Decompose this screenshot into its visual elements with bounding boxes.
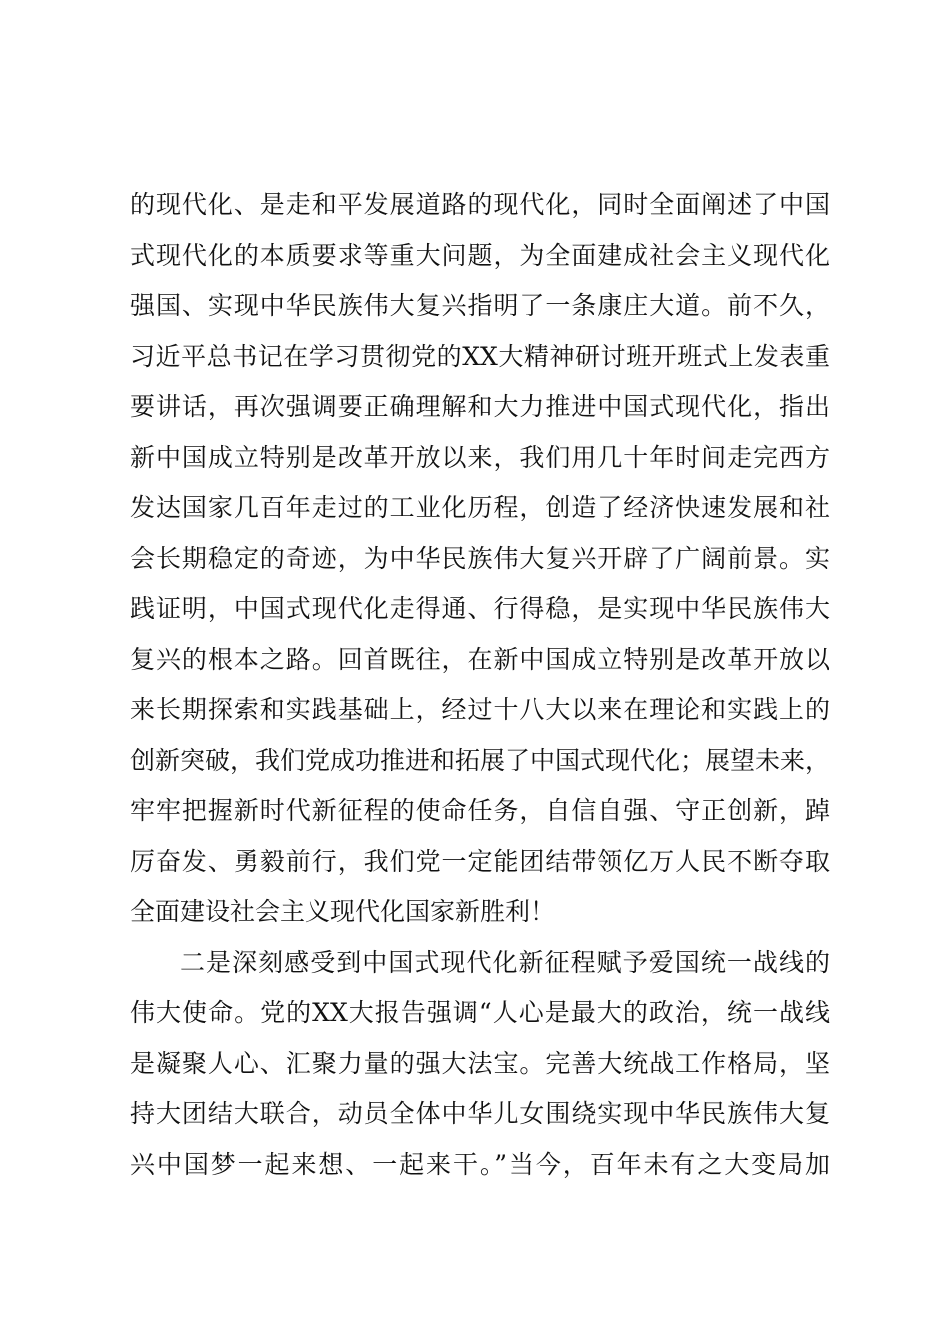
paragraph-end-line: 全面建设社会主义现代化国家新胜利！ [130,897,556,926]
text-line: 强国、实现中华民族伟大复兴指明了一条康庄大道。前不久， [130,291,830,320]
text-line: 来长期探索和实践基础上，经过十八大以来在理论和实践上的 [130,695,830,724]
text-line: 牢牢把握新时代新征程的使命任务，自信自强、守正创新，踔 [130,796,830,825]
text-line: 是凝聚人心、汇聚力量的强大法宝。完善大统战工作格局，坚 [130,1048,830,1078]
text-line: 发达国家几百年走过的工业化历程，创造了经济快速发展和社 [130,493,830,522]
text-line: 伟大使命。党的XX大报告强调“人心是最大的政治，统一战线 [130,998,830,1027]
text-line: 要讲话，再次强调要正确理解和大力推进中国式现代化，指出 [130,392,830,421]
body-text [130,180,830,1190]
text-line: 的现代化、是走和平发展道路的现代化，同时全面阐述了中国 [130,190,830,219]
text-line: 式现代化的本质要求等重大问题，为全面建成社会主义现代化 [130,240,830,270]
text-line: 创新突破，我们党成功推进和拓展了中国式现代化；展望未来， [130,745,831,775]
text-line: 新中国成立特别是改革开放以来，我们用几十年时间走完西方 [130,442,830,472]
text-line: 践证明，中国式现代化走得通、行得稳，是实现中华民族伟大 [130,594,830,623]
text-line: 习近平总书记在学习贯彻党的XX大精神研讨班开班式上发表重 [130,341,830,371]
text-line: 厉奋发、勇毅前行，我们党一定能团结带领亿万人民不断夺取 [130,846,830,876]
text-line: 兴中国梦一起来想、一起来干。”当今，百年未有之大变局加 [130,1149,830,1179]
paragraph-start-line: 二是深刻感受到中国式现代化新征程赋予爱国统一战线的 [180,947,830,977]
text-line: 复兴的根本之路。回首既往，在新中国成立特别是改革开放以 [130,644,830,674]
text-line: 持大团结大联合，动员全体中华儿女围绕实现中华民族伟大复 [130,1099,830,1128]
text-line: 会长期稳定的奇迹，为中华民族伟大复兴开辟了广阔前景。实 [130,543,830,573]
